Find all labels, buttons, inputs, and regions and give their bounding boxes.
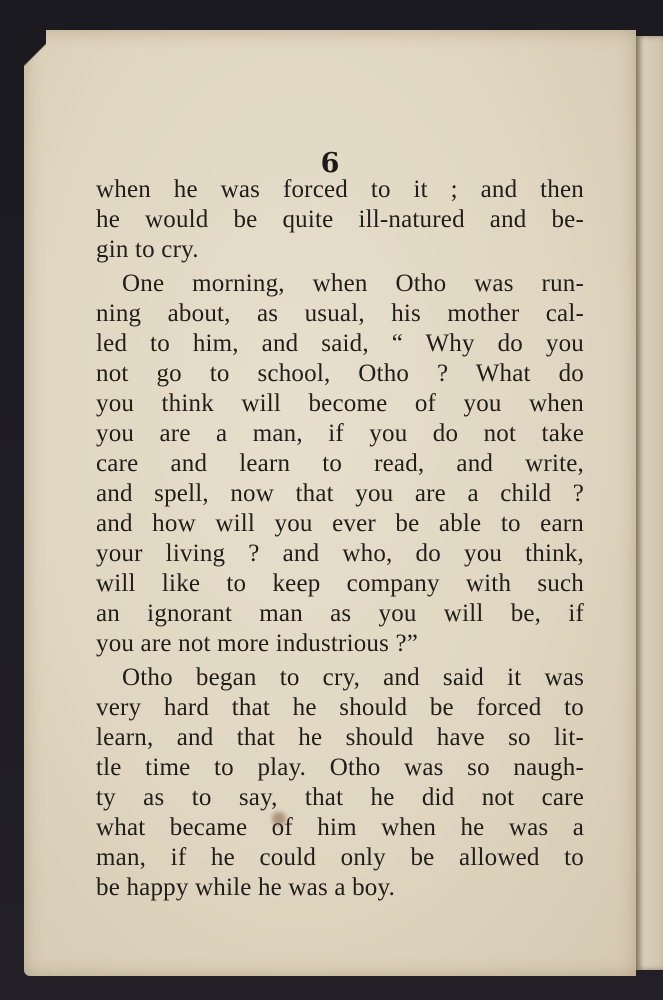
text-line: tle time to play. Otho was so naugh-: [96, 754, 584, 781]
text-line: very hard that he should be forced to: [96, 694, 584, 721]
text-line: and how will you ever be able to earn: [96, 510, 584, 537]
text-line: your living ? and who, do you think,: [96, 540, 584, 567]
text-line: gin to cry.: [96, 236, 199, 263]
text-line: not go to school, Otho ? What do: [96, 360, 584, 387]
text-line: you are not more industrious ?”: [96, 630, 419, 657]
text-line: an ignorant man as you will be, if: [96, 600, 584, 627]
opposite-page-edge: [636, 36, 663, 970]
text-line: when he was forced to it ; and then: [96, 176, 584, 203]
text-line: he would be quite ill-natured and be-: [96, 206, 584, 233]
text-line: led to him, and said, “ Why do you: [96, 330, 584, 357]
text-line: be happy while he was a boy.: [96, 874, 396, 901]
text-line: ning about, as usual, his mother cal-: [96, 300, 584, 327]
text-line: you are a man, if you do not take: [96, 420, 584, 447]
text-line: will like to keep company with such: [96, 570, 584, 597]
text-line: what became of him when he was a: [96, 814, 584, 841]
text-line: ty as to say, that he did not care: [96, 784, 584, 811]
text-line: learn, and that he should have so lit-: [96, 724, 584, 751]
text-line: and spell, now that you are a child ?: [96, 480, 584, 507]
text-line: man, if he could only be allowed to: [96, 844, 584, 871]
text-line: One morning, when Otho was run-: [122, 270, 584, 297]
text-line: you think will become of you when: [96, 390, 584, 417]
text-line: care and learn to read, and write,: [96, 450, 584, 477]
page-number: 6: [320, 148, 340, 179]
text-line: Otho began to cry, and said it was: [122, 664, 584, 691]
